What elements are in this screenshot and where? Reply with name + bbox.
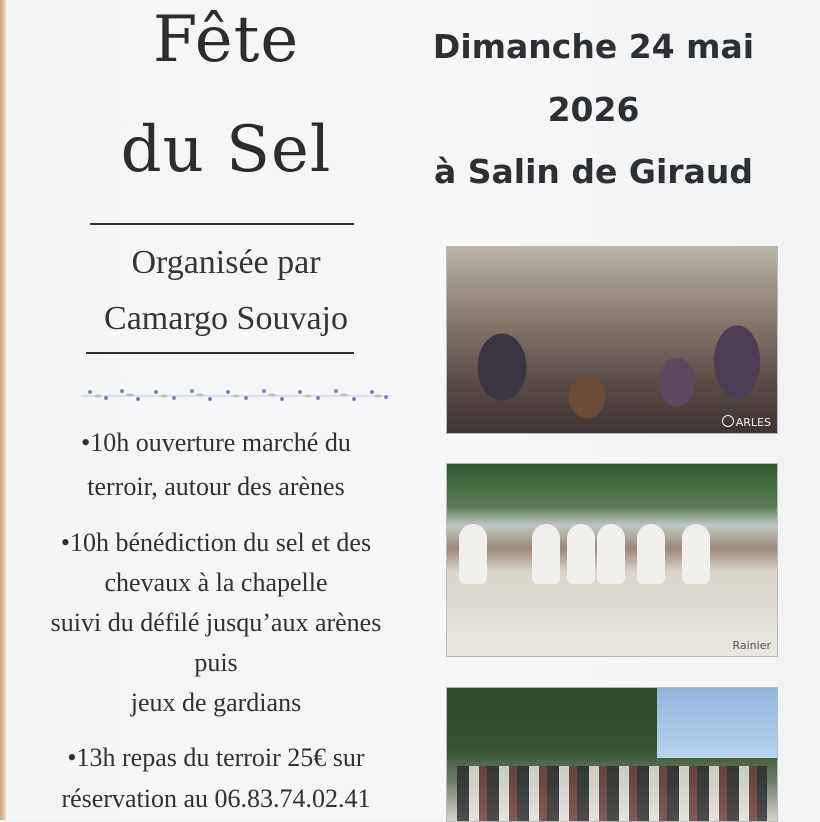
organizer-label: Organisée par [131, 244, 321, 281]
program-line: jeux de gardians [130, 688, 302, 717]
program-line: •13h repas du terroir 25€ sur [67, 743, 365, 772]
event-date: Dimanche 24 mai [432, 27, 755, 66]
photo-banquet [446, 246, 778, 434]
poster-title-line1: Fête [152, 3, 300, 77]
divider-bottom [86, 352, 354, 354]
poster-title-line2: du Sel [120, 113, 332, 187]
horse-figure [637, 524, 665, 584]
program-line: chevaux à la chapelle [104, 568, 328, 597]
horse-figure [567, 524, 595, 584]
divider-top [90, 223, 354, 225]
photo-sky [657, 688, 777, 758]
camera-icon [722, 415, 734, 427]
program-line: réservation au 06.83.74.02.41 [61, 784, 371, 813]
program-line: •10h bénédiction du sel et des [60, 528, 372, 557]
photo-watermark [722, 415, 771, 429]
horse-figure [532, 524, 560, 584]
photo-horses [446, 463, 778, 657]
horse-figure [682, 524, 710, 584]
program-line: suivi du défilé jusqu’aux arènes [50, 608, 382, 637]
event-location: à Salin de Giraud [434, 152, 753, 191]
photo-watermark-text: ARLES [735, 416, 771, 429]
photo-group [446, 687, 778, 822]
organizer-name: Camargo Souvajo [104, 300, 348, 337]
program-line: •10h ouverture marché du [81, 428, 351, 457]
lavender-ornament-icon [76, 380, 396, 410]
horse-figure [459, 524, 487, 584]
event-year: 2026 [547, 90, 640, 129]
horse-figure [597, 524, 625, 584]
poster [6, 0, 820, 820]
photo-crowd [457, 766, 767, 821]
program-line: puis [194, 648, 238, 677]
program-line: terroir, autour des arènes [87, 472, 345, 501]
photo-watermark: Rainier [732, 639, 771, 652]
